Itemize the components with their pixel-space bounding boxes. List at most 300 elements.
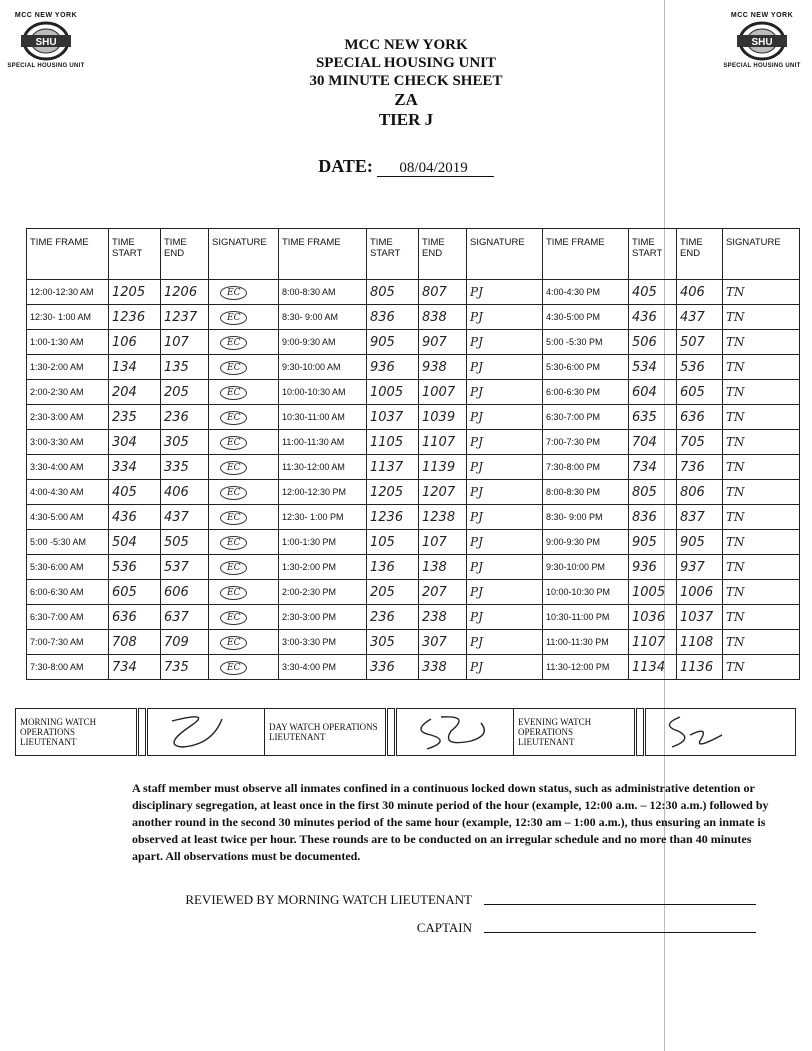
time-end-cell: 605 — [677, 380, 723, 405]
time-frame-cell: 12:00-12:30 AM — [27, 280, 109, 305]
signature-cell — [467, 555, 543, 580]
signature-cell — [467, 605, 543, 630]
handwritten-signature-icon — [152, 711, 242, 751]
table-row — [27, 380, 800, 405]
initials: PJ — [470, 510, 483, 524]
initials: EC — [220, 286, 247, 300]
signature-cell — [209, 430, 279, 455]
column-header: SIGNATURE — [209, 229, 279, 280]
time-frame-cell: 4:30-5:00 AM — [27, 505, 109, 530]
time-start-cell: 905 — [367, 330, 419, 355]
time-frame-cell: 1:00-1:30 AM — [27, 330, 109, 355]
column-header: TIME END — [677, 229, 723, 280]
time-start-cell: 105 — [367, 530, 419, 555]
time-end-cell: 1007 — [419, 380, 467, 405]
time-frame-cell: 6:00-6:30 PM — [543, 380, 629, 405]
time-end-cell: 705 — [677, 430, 723, 455]
initials: TN — [726, 585, 745, 599]
initials: PJ — [470, 635, 483, 649]
signature-cell — [723, 355, 800, 380]
table-row — [27, 480, 800, 505]
heading-line-1: MCC NEW YORK — [344, 37, 468, 53]
table-header-row — [27, 229, 800, 280]
table-row — [27, 455, 800, 480]
time-end-cell: 507 — [677, 330, 723, 355]
signature-cell — [723, 430, 800, 455]
time-frame-cell: 9:00-9:30 AM — [279, 330, 367, 355]
time-frame-cell: 3:00-3:30 AM — [27, 430, 109, 455]
initials: EC — [220, 561, 247, 575]
initials: PJ — [470, 310, 483, 324]
time-frame-cell: 11:00-11:30 PM — [543, 630, 629, 655]
initials: EC — [220, 586, 247, 600]
time-start-cell: 836 — [367, 305, 419, 330]
time-end-cell: 1139 — [419, 455, 467, 480]
time-start-cell: 536 — [109, 555, 161, 580]
table-row — [27, 530, 800, 555]
time-frame-cell: 10:30-11:00 AM — [279, 405, 367, 430]
signature-cell — [209, 555, 279, 580]
time-start-cell: 1137 — [367, 455, 419, 480]
time-frame-cell: 6:00-6:30 AM — [27, 580, 109, 605]
check-table — [26, 228, 800, 680]
time-frame-cell: 11:30-12:00 AM — [279, 455, 367, 480]
signature-cell — [723, 380, 800, 405]
signature-cell — [209, 280, 279, 305]
initials: EC — [220, 311, 247, 325]
signature-cell — [723, 480, 800, 505]
signature-cell — [723, 280, 800, 305]
signature-cell — [209, 455, 279, 480]
review-morning-line — [484, 904, 756, 905]
table-row — [27, 280, 800, 305]
time-start-cell: 708 — [109, 630, 161, 655]
signature-cell — [467, 455, 543, 480]
time-frame-cell: 7:30-8:00 PM — [543, 455, 629, 480]
time-frame-cell: 5:30-6:00 AM — [27, 555, 109, 580]
logo-bottom-text: SPECIAL HOUSING UNIT — [723, 63, 801, 69]
column-header: TIME FRAME — [279, 229, 367, 280]
time-start-cell: 204 — [109, 380, 161, 405]
signature-cell — [209, 605, 279, 630]
time-start-cell: 734 — [629, 455, 677, 480]
time-end-cell: 736 — [677, 455, 723, 480]
time-frame-cell: 12:00-12:30 PM — [279, 480, 367, 505]
time-start-cell: 436 — [629, 305, 677, 330]
table-row — [27, 580, 800, 605]
time-frame-cell: 4:00-4:30 PM — [543, 280, 629, 305]
review-captain-line — [484, 932, 756, 933]
time-frame-cell: 11:00-11:30 AM — [279, 430, 367, 455]
time-frame-cell: 9:00-9:30 PM — [543, 530, 629, 555]
time-end-cell: 1136 — [677, 655, 723, 680]
time-start-cell: 134 — [109, 355, 161, 380]
time-start-cell: 504 — [109, 530, 161, 555]
signature-cell — [723, 405, 800, 430]
time-start-cell: 1134 — [629, 655, 677, 680]
time-end-cell: 406 — [677, 280, 723, 305]
heading-line-4: ZA — [394, 90, 418, 109]
day-watch-signature — [396, 709, 514, 756]
time-end-cell: 807 — [419, 280, 467, 305]
time-frame-cell: 8:00-8:30 PM — [543, 480, 629, 505]
signature-cell — [723, 330, 800, 355]
table-row — [27, 330, 800, 355]
time-frame-cell: 3:30-4:00 AM — [27, 455, 109, 480]
time-end-cell: 536 — [677, 355, 723, 380]
time-end-cell: 236 — [161, 405, 209, 430]
time-end-cell: 437 — [677, 305, 723, 330]
heading-line-5: TIER J — [378, 110, 434, 129]
column-header: TIME START — [629, 229, 677, 280]
initials: TN — [726, 285, 745, 299]
column-header: TIME END — [419, 229, 467, 280]
time-start-cell: 836 — [629, 505, 677, 530]
time-start-cell: 405 — [109, 480, 161, 505]
time-start-cell: 605 — [109, 580, 161, 605]
divider — [387, 709, 396, 756]
time-end-cell: 1037 — [677, 605, 723, 630]
initials: EC — [220, 336, 247, 350]
column-header: TIME END — [161, 229, 209, 280]
signature-cell — [209, 480, 279, 505]
time-start-cell: 235 — [109, 405, 161, 430]
signature-cell — [467, 505, 543, 530]
initials: PJ — [470, 535, 483, 549]
time-start-cell: 1236 — [367, 505, 419, 530]
time-start-cell: 604 — [629, 380, 677, 405]
policy-paragraph: A staff member must observe all inmates confined in a continuous locked down status, such as administrative detention or disciplinary segregation, at least once in the first 30 minute period of the hour (example, 12:00 a.m. – 12:30 a.m.) followed by another round in the second 30 minutes period of the same hour (example, 12:30 am – 1:00 a.m.), thus ensuring an inmate is observed at least twice per hour. These rounds are to be conducted on an irregular schedule and no more than 40 minutes apart. All observations must be documented. — [132, 781, 769, 863]
time-frame-cell: 4:30-5:00 PM — [543, 305, 629, 330]
initials: PJ — [470, 385, 483, 399]
time-end-cell: 307 — [419, 630, 467, 655]
column-header: SIGNATURE — [723, 229, 800, 280]
initials: PJ — [470, 460, 483, 474]
time-start-cell: 236 — [367, 605, 419, 630]
table-row — [27, 430, 800, 455]
time-start-cell: 1105 — [367, 430, 419, 455]
signature-cell — [209, 305, 279, 330]
column-header: TIME START — [367, 229, 419, 280]
logo-center-text: SHU — [35, 37, 57, 48]
time-start-cell: 334 — [109, 455, 161, 480]
watch-signature-table — [15, 708, 796, 756]
time-end-cell: 1238 — [419, 505, 467, 530]
time-start-cell: 436 — [109, 505, 161, 530]
time-end-cell: 1039 — [419, 405, 467, 430]
signature-cell — [723, 455, 800, 480]
table-row — [27, 555, 800, 580]
logo-bottom-text: SPECIAL HOUSING UNIT — [7, 63, 85, 69]
evening-watch-label: EVENING WATCH OPERATIONS LIEUTENANT — [514, 709, 636, 756]
signature-cell — [209, 505, 279, 530]
table-row — [27, 605, 800, 630]
initials: PJ — [470, 285, 483, 299]
time-frame-cell: 4:00-4:30 AM — [27, 480, 109, 505]
column-header: TIME FRAME — [27, 229, 109, 280]
initials: EC — [220, 361, 247, 375]
time-end-cell: 735 — [161, 655, 209, 680]
time-frame-cell: 1:30-2:00 PM — [279, 555, 367, 580]
table-body — [27, 280, 800, 680]
time-end-cell: 1107 — [419, 430, 467, 455]
time-end-cell: 107 — [161, 330, 209, 355]
time-end-cell: 1108 — [677, 630, 723, 655]
time-start-cell: 805 — [367, 280, 419, 305]
signature-cell — [723, 630, 800, 655]
time-end-cell: 406 — [161, 480, 209, 505]
time-frame-cell: 5:00 -5:30 PM — [543, 330, 629, 355]
time-start-cell: 1005 — [367, 380, 419, 405]
time-end-cell: 437 — [161, 505, 209, 530]
time-end-cell: 107 — [419, 530, 467, 555]
time-frame-cell: 7:00-7:30 AM — [27, 630, 109, 655]
time-start-cell: 405 — [629, 280, 677, 305]
signature-cell — [467, 655, 543, 680]
time-start-cell: 136 — [367, 555, 419, 580]
time-end-cell: 207 — [419, 580, 467, 605]
initials: TN — [726, 460, 745, 474]
time-frame-cell: 1:30-2:00 AM — [27, 355, 109, 380]
time-end-cell: 709 — [161, 630, 209, 655]
time-end-cell: 637 — [161, 605, 209, 630]
time-end-cell: 1206 — [161, 280, 209, 305]
time-frame-cell: 2:30-3:00 PM — [279, 605, 367, 630]
signature-cell — [467, 480, 543, 505]
initials: EC — [220, 461, 247, 475]
time-end-cell: 338 — [419, 655, 467, 680]
signature-cell — [467, 530, 543, 555]
initials: TN — [726, 360, 745, 374]
table-row — [27, 505, 800, 530]
time-end-cell: 907 — [419, 330, 467, 355]
initials: EC — [220, 636, 247, 650]
time-start-cell: 734 — [109, 655, 161, 680]
logo-center-text: SHU — [751, 37, 773, 48]
time-start-cell: 1037 — [367, 405, 419, 430]
time-start-cell: 506 — [629, 330, 677, 355]
signature-cell — [467, 330, 543, 355]
time-start-cell: 1005 — [629, 580, 677, 605]
evening-watch-signature — [645, 709, 796, 756]
table-row — [27, 630, 800, 655]
divider — [138, 709, 147, 756]
time-start-cell: 305 — [367, 630, 419, 655]
table-row — [27, 405, 800, 430]
time-end-cell: 505 — [161, 530, 209, 555]
initials: TN — [726, 635, 745, 649]
time-end-cell: 1207 — [419, 480, 467, 505]
initials: TN — [726, 610, 745, 624]
document-heading — [0, 36, 812, 130]
signature-cell — [209, 655, 279, 680]
time-end-cell: 335 — [161, 455, 209, 480]
time-frame-cell: 9:30-10:00 PM — [543, 555, 629, 580]
time-frame-cell: 10:00-10:30 PM — [543, 580, 629, 605]
table-row — [27, 355, 800, 380]
signature-cell — [209, 380, 279, 405]
time-start-cell: 205 — [367, 580, 419, 605]
initials: EC — [220, 411, 247, 425]
signature-cell — [723, 505, 800, 530]
heading-line-3: 30 MINUTE CHECK SHEET — [309, 73, 503, 89]
date-row — [0, 156, 812, 177]
initials: TN — [726, 410, 745, 424]
time-end-cell: 537 — [161, 555, 209, 580]
signature-cell — [467, 630, 543, 655]
time-start-cell: 635 — [629, 405, 677, 430]
signature-cell — [723, 605, 800, 630]
initials: PJ — [470, 485, 483, 499]
time-frame-cell: 10:30-11:00 PM — [543, 605, 629, 630]
date-label: DATE: — [318, 156, 373, 176]
time-end-cell: 135 — [161, 355, 209, 380]
time-start-cell: 1205 — [367, 480, 419, 505]
initials: TN — [726, 535, 745, 549]
time-start-cell: 1107 — [629, 630, 677, 655]
logo-top-text: MCC NEW YORK — [730, 12, 794, 19]
signature-cell — [723, 655, 800, 680]
review-morning-label: REVIEWED BY MORNING WATCH LIEUTENANT — [185, 892, 472, 907]
column-header: SIGNATURE — [467, 229, 543, 280]
signature-cell — [723, 530, 800, 555]
signature-cell — [467, 305, 543, 330]
time-start-cell: 636 — [109, 605, 161, 630]
time-end-cell: 937 — [677, 555, 723, 580]
divider — [636, 709, 645, 756]
time-frame-cell: 8:30- 9:00 PM — [543, 505, 629, 530]
initials: EC — [220, 661, 247, 675]
time-frame-cell: 8:30- 9:00 AM — [279, 305, 367, 330]
morning-watch-signature — [147, 709, 265, 756]
time-start-cell: 534 — [629, 355, 677, 380]
time-end-cell: 305 — [161, 430, 209, 455]
time-start-cell: 1205 — [109, 280, 161, 305]
time-start-cell: 1036 — [629, 605, 677, 630]
time-end-cell: 138 — [419, 555, 467, 580]
signature-cell — [467, 380, 543, 405]
time-end-cell: 636 — [677, 405, 723, 430]
column-header: TIME START — [109, 229, 161, 280]
heading-line-2: SPECIAL HOUSING UNIT — [315, 55, 497, 71]
time-frame-cell: 11:30-12:00 PM — [543, 655, 629, 680]
initials: PJ — [470, 360, 483, 374]
signature-cell — [209, 405, 279, 430]
time-end-cell: 938 — [419, 355, 467, 380]
signature-cell — [467, 355, 543, 380]
time-start-cell: 304 — [109, 430, 161, 455]
initials: TN — [726, 510, 745, 524]
initials: TN — [726, 335, 745, 349]
time-frame-cell: 5:00 -5:30 AM — [27, 530, 109, 555]
time-frame-cell: 1:00-1:30 PM — [279, 530, 367, 555]
time-end-cell: 238 — [419, 605, 467, 630]
initials: PJ — [470, 660, 483, 674]
initials: EC — [220, 386, 247, 400]
initials: PJ — [470, 585, 483, 599]
time-end-cell: 905 — [677, 530, 723, 555]
initials: PJ — [470, 610, 483, 624]
time-end-cell: 838 — [419, 305, 467, 330]
signature-cell — [209, 530, 279, 555]
signature-cell — [467, 430, 543, 455]
time-frame-cell: 12:30- 1:00 PM — [279, 505, 367, 530]
time-start-cell: 936 — [629, 555, 677, 580]
time-end-cell: 837 — [677, 505, 723, 530]
initials: TN — [726, 560, 745, 574]
signature-cell — [209, 355, 279, 380]
handwritten-signature-icon — [650, 711, 740, 751]
signature-cell — [209, 330, 279, 355]
time-frame-cell: 6:30-7:00 AM — [27, 605, 109, 630]
time-start-cell: 336 — [367, 655, 419, 680]
initials: EC — [220, 611, 247, 625]
initials: EC — [220, 436, 247, 450]
time-end-cell: 1237 — [161, 305, 209, 330]
time-frame-cell: 5:30-6:00 PM — [543, 355, 629, 380]
time-frame-cell: 3:00-3:30 PM — [279, 630, 367, 655]
time-frame-cell: 3:30-4:00 PM — [279, 655, 367, 680]
morning-watch-label: MORNING WATCH OPERATIONS LIEUTENANT — [16, 709, 138, 756]
signature-cell — [723, 305, 800, 330]
signature-cell — [467, 405, 543, 430]
time-start-cell: 106 — [109, 330, 161, 355]
time-frame-cell: 12:30- 1:00 AM — [27, 305, 109, 330]
column-header: TIME FRAME — [543, 229, 629, 280]
day-watch-label: DAY WATCH OPERATIONS LIEUTENANT — [265, 709, 387, 756]
time-end-cell: 806 — [677, 480, 723, 505]
initials: TN — [726, 310, 745, 324]
initials: EC — [220, 486, 247, 500]
signature-cell — [723, 580, 800, 605]
signature-cell — [209, 580, 279, 605]
time-frame-cell: 9:30-10:00 AM — [279, 355, 367, 380]
time-frame-cell: 2:00-2:30 AM — [27, 380, 109, 405]
initials: PJ — [470, 335, 483, 349]
initials: TN — [726, 660, 745, 674]
signature-cell — [209, 630, 279, 655]
time-start-cell: 805 — [629, 480, 677, 505]
time-frame-cell: 2:00-2:30 PM — [279, 580, 367, 605]
time-end-cell: 606 — [161, 580, 209, 605]
time-start-cell: 905 — [629, 530, 677, 555]
time-end-cell: 205 — [161, 380, 209, 405]
initials: EC — [220, 511, 247, 525]
signature-cell — [467, 580, 543, 605]
time-start-cell: 936 — [367, 355, 419, 380]
time-frame-cell: 10:00-10:30 AM — [279, 380, 367, 405]
time-frame-cell: 7:00-7:30 PM — [543, 430, 629, 455]
table-row — [27, 305, 800, 330]
signature-cell — [467, 280, 543, 305]
initials: PJ — [470, 410, 483, 424]
initials: PJ — [470, 435, 483, 449]
time-end-cell: 1006 — [677, 580, 723, 605]
date-value: 08/04/2019 — [377, 160, 493, 177]
time-frame-cell: 6:30-7:00 PM — [543, 405, 629, 430]
table-row — [27, 655, 800, 680]
time-frame-cell: 2:30-3:00 AM — [27, 405, 109, 430]
handwritten-signature-icon — [401, 711, 501, 751]
initials: TN — [726, 485, 745, 499]
initials: EC — [220, 536, 247, 550]
time-frame-cell: 8:00-8:30 AM — [279, 280, 367, 305]
time-start-cell: 704 — [629, 430, 677, 455]
time-start-cell: 1236 — [109, 305, 161, 330]
initials: TN — [726, 435, 745, 449]
initials: TN — [726, 385, 745, 399]
initials: PJ — [470, 560, 483, 574]
